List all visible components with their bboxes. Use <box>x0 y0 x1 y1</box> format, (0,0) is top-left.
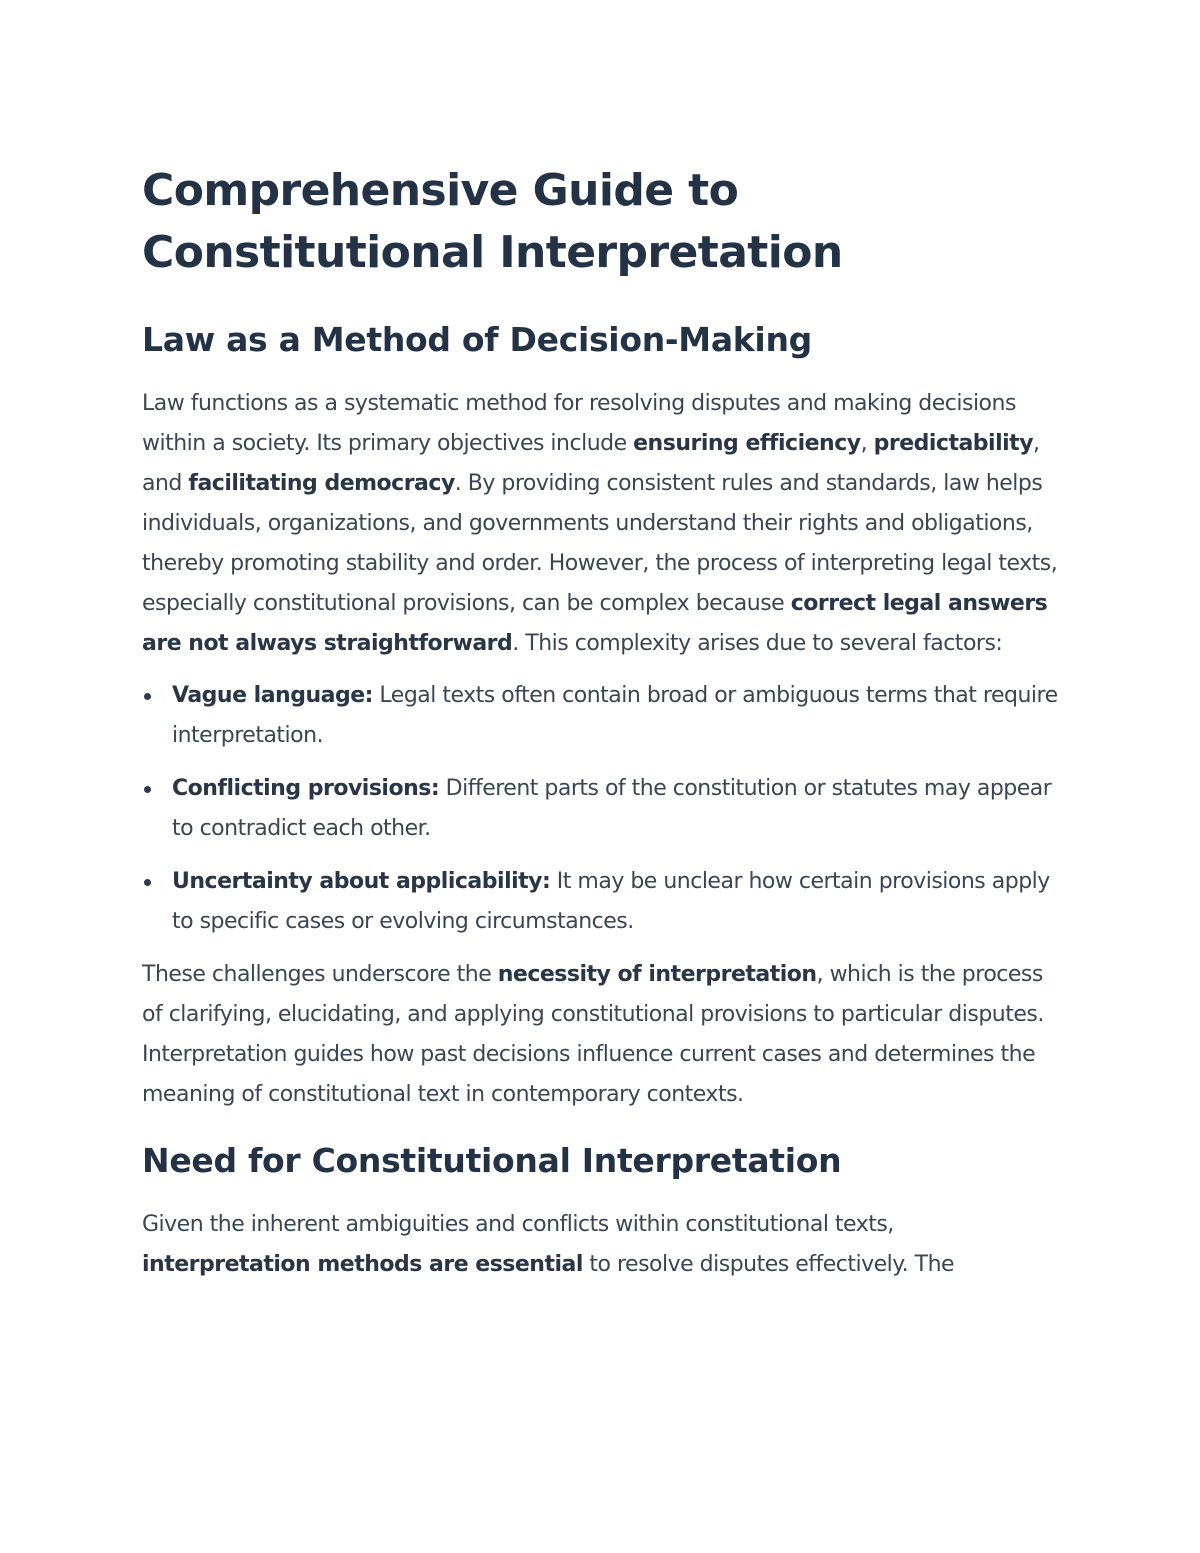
list-item-uncertainty-applicability <box>142 862 1062 942</box>
bullet-dot-icon <box>144 879 151 886</box>
emphasis-correct-legal-answers: correct legal answers are not always straightforward <box>142 591 1048 656</box>
list-item-text: It may be unclear how certain provisions apply to specific cases or evolving circumstances. <box>172 869 1050 934</box>
list-item-term: Conflicting provisions: <box>172 776 440 801</box>
section-heading-law-method: Law as a Method of Decision-Making <box>142 320 812 359</box>
list-item-conflicting-provisions <box>142 769 1062 849</box>
paragraph-necessity-of-interpretation <box>142 955 1062 1115</box>
emphasis-ensuring-efficiency: ensuring efficiency <box>633 431 861 456</box>
emphasis-necessity-of-interpretation: necessity of interpretation <box>497 962 817 987</box>
text-run: Law functions as a systematic method for resolving disputes and making decisions within a society. Its primary objectives include <box>142 391 1016 456</box>
text-run: . This complexity arises due to several factors: <box>512 631 1003 656</box>
document-title: Comprehensive Guide to Constitutional Interpretation <box>142 165 843 278</box>
text-run: These challenges underscore the <box>142 962 498 987</box>
paragraph-law-functions <box>142 384 1062 664</box>
text-run: . By providing consistent rules and standards, law helps individuals, organizations, and governments understand their rights and obligations, thereby promoting stability and order. However, the process of interpreting legal texts, especially constitutional provisions, can be complex because <box>142 471 1058 616</box>
section-heading-need-for-interpretation: Need for Constitutional Interpretation <box>142 1141 842 1180</box>
text-run: to resolve disputes effectively. The <box>582 1252 955 1277</box>
list-item-term: Uncertainty about applicability: <box>172 869 551 894</box>
paragraph-given-ambiguities <box>142 1205 1062 1285</box>
text-run: , <box>860 431 874 456</box>
text-run: , and <box>142 431 1040 496</box>
bullet-dot-icon <box>144 786 151 793</box>
text-run: , which is the process of clarifying, elucidating, and applying constitutional provisions to particular disputes. Interpretation guides how past decisions influence current cases and determines the meaning of constitutional text in contemporary contexts. <box>142 962 1044 1107</box>
bullet-dot-icon <box>144 693 151 700</box>
list-item-text: Different parts of the constitution or statutes may appear to contradict each other. <box>172 776 1052 841</box>
list-item-text: Legal texts often contain broad or ambiguous terms that require interpretation. <box>172 683 1058 748</box>
emphasis-interpretation-methods-essential: interpretation methods are essential <box>142 1252 583 1277</box>
emphasis-predictability: predictability <box>873 431 1034 456</box>
document-page <box>142 160 1062 1285</box>
emphasis-facilitating-democracy: facilitating democracy <box>188 471 455 496</box>
list-item-term: Vague language: <box>172 683 373 708</box>
text-run: Given the inherent ambiguities and conflicts within constitutional texts, <box>142 1212 894 1237</box>
complexity-factors-list <box>142 676 1062 942</box>
list-item-vague-language <box>142 676 1062 756</box>
